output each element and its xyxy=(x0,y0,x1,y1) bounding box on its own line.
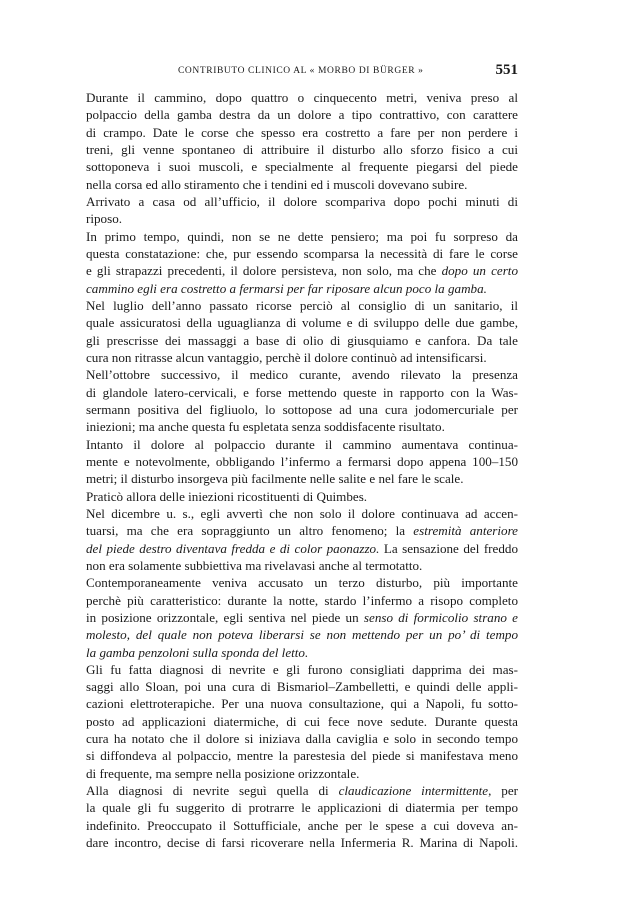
italic-run: claudicazione intermittente xyxy=(338,783,489,799)
text-run: gli prescrisse dei massaggi a base di olio di giusquiamo e canfora. Da tale xyxy=(86,332,518,348)
text-run: Alla diagnosi di nevrite seguì quella di xyxy=(86,783,339,799)
text-line xyxy=(86,314,518,331)
italic-run: estremità anteriore xyxy=(413,523,518,539)
text-run: questa constatazione: che, pur essendo scomparsa la necessità di fare le corse xyxy=(86,245,518,261)
page-header xyxy=(86,62,518,82)
text-run: metri; il disturbo insorgeva più facilmente nelle salite e nel fare le scale. xyxy=(86,471,464,487)
text-line xyxy=(86,747,518,764)
text-run: dare incontro, decise di farsi ricoverare nella Infermeria R. Marina di Napoli. xyxy=(86,835,518,851)
text-line xyxy=(86,418,518,435)
text-line xyxy=(86,522,518,539)
text-run: Praticò allora delle iniezioni ricostituenti di Quimbes. xyxy=(86,488,368,504)
text-line xyxy=(86,89,518,106)
text-run: di frequente, ma sempre nella posizione orizzontale. xyxy=(86,765,360,781)
text-run: Arrivato a casa od all’ufficio, il dolore scompariva dopo pochi minuti di xyxy=(86,193,518,209)
text-run: non era solamente subbiettiva ma rivelavasi anche al termotatto. xyxy=(86,557,423,573)
text-line xyxy=(86,124,518,141)
text-line xyxy=(86,505,518,522)
text-run: cura non ritrasse alcun vantaggio, perchè il dolore continuò ad intensificarsi. xyxy=(86,349,487,365)
text-line xyxy=(86,488,518,505)
text-line xyxy=(86,557,518,574)
text-run: posto ad applicazioni diatermiche, di cui fece nove sedute. Durante questa xyxy=(86,713,518,729)
text-run: tuarsi, ma che era sopraggiunto un altro fenomeno; la xyxy=(86,523,414,539)
text-line xyxy=(86,141,518,158)
text-run: e gli strapazzi precedenti, il dolore persisteva, non solo, ma che xyxy=(86,263,442,279)
text-run: Durante il cammino, dopo quattro o cinquecento metri, veniva preso al xyxy=(86,90,518,105)
text-run: Nel dicembre u. s., egli avvertì che non solo il dolore continuava ad accen- xyxy=(86,505,518,521)
text-line xyxy=(86,245,518,262)
text-run: sottoponeva i suoi muscoli, e specialmente al frequente piegarsi del piede xyxy=(86,159,518,175)
italic-run: senso di formicolio strano e xyxy=(363,609,518,625)
text-line xyxy=(86,644,518,661)
text-line xyxy=(86,366,518,383)
text-run: Nell’ottobre successivo, il medico curante, avendo rilevato la presenza xyxy=(86,367,518,383)
text-run: quale assicuratosi della uguaglianza di volume e di sviluppo delle due gambe, xyxy=(86,315,518,331)
text-line xyxy=(86,626,518,643)
text-run: In primo tempo, quindi, non se ne dette pensiero; ma poi fu sorpreso da xyxy=(86,228,518,244)
italic-run: dopo un certo xyxy=(441,263,518,279)
italic-run: cammino egli era costretto a fermarsi per far riposare alcun poco la gamba. xyxy=(86,280,487,296)
text-run: iniezioni; ma anche questa fu espletata senza soddisfacente risultato. xyxy=(86,419,445,435)
text-line xyxy=(86,574,518,591)
text-line xyxy=(86,799,518,816)
text-line xyxy=(86,349,518,366)
text-run: polpaccio della gamba destra da un dolore a tipo contrattivo, con carattere xyxy=(86,107,518,123)
text-line xyxy=(86,695,518,712)
text-line xyxy=(86,453,518,470)
text-line xyxy=(86,540,518,557)
running-title: CONTRIBUTO CLINICO AL « MORBO DI BÜRGER » xyxy=(178,66,424,76)
text-line xyxy=(86,262,518,279)
text-run: la quale gli fu suggerito di protrarre le applicazioni di diatermia per tempo xyxy=(86,800,518,816)
body-text xyxy=(86,89,518,851)
text-run: Contemporaneamente veniva accusato un terzo disturbo, più importante xyxy=(86,575,518,591)
text-run: si diffondeva al polpaccio, mentre la parestesia del piede si manifestava meno xyxy=(86,748,518,764)
text-run: perchè più caratteristico: durante la notte, stardo l’infermo a risopo completo xyxy=(86,592,518,608)
text-line xyxy=(86,609,518,626)
text-line xyxy=(86,834,518,851)
text-run: indefinito. Preoccupato il Sottufficiale, anche per le spese a cui doveva an- xyxy=(86,817,518,833)
text-line xyxy=(86,436,518,453)
text-line xyxy=(86,765,518,782)
text-line xyxy=(86,158,518,175)
text-run: , per xyxy=(488,783,518,799)
text-run: riposo. xyxy=(86,211,123,227)
text-line xyxy=(86,210,518,227)
text-line xyxy=(86,401,518,418)
text-line xyxy=(86,782,518,799)
text-line xyxy=(86,592,518,609)
italic-run: molesto, del quale non poteva liberarsi se non mettendo per un po’ di tempo xyxy=(86,627,518,643)
text-run: cazioni elettroterapiche. Per una nuova consultazione, qui a Napoli, fu sotto- xyxy=(86,696,518,712)
text-line xyxy=(86,228,518,245)
text-line xyxy=(86,332,518,349)
text-run: saggi allo Sloan, poi una cura di Bismariol–Zambelletti, e quindi delle appli- xyxy=(86,679,518,695)
text-run: mente e notevolmente, obbligando l’infermo a fermarsi dopo appena 100–150 xyxy=(86,453,518,469)
text-line xyxy=(86,713,518,730)
page-number: 551 xyxy=(495,62,518,78)
text-run: di glandole latero-cervicali, e forse mettendo queste in rapporto con la Was- xyxy=(86,384,518,400)
text-run: in posizione orizzontale, egli sentiva nel piede un xyxy=(86,609,364,625)
text-run: Nel luglio dell’anno passato ricorse perciò al consiglio di un sanitario, il xyxy=(86,297,518,313)
text-line xyxy=(86,661,518,678)
text-line xyxy=(86,817,518,834)
text-run: La sensazione del freddo xyxy=(379,540,518,556)
text-line xyxy=(86,297,518,314)
text-run: treni, gli venne spontaneo di attribuire il disturbo allo sforzo fisico a cui xyxy=(86,141,518,157)
text-line xyxy=(86,678,518,695)
text-run: Intanto il dolore al polpaccio durante il cammino aumentava continua- xyxy=(86,436,518,452)
text-line xyxy=(86,106,518,123)
italic-run: la gamba penzoloni sulla sponda del letto. xyxy=(86,644,309,660)
text-run: nella corsa ed allo stiramento che i tendini ed i muscoli dovevano subire. xyxy=(86,176,468,192)
text-line xyxy=(86,730,518,747)
italic-run: del piede destro diventava fredda e di color paonazzo. xyxy=(86,540,380,556)
text-line xyxy=(86,280,518,297)
text-line xyxy=(86,193,518,210)
text-run: sermann positiva del figliuolo, lo sottopose ad una cura jodomercuriale per xyxy=(86,401,518,417)
text-line xyxy=(86,176,518,193)
text-line xyxy=(86,384,518,401)
text-line xyxy=(86,470,518,487)
text-run: cura ha notato che il dolore si iniziava dalla caviglia e solo in secondo tempo xyxy=(86,731,518,747)
text-run: di crampo. Date le corse che spesso era costretto a fare per non perdere i xyxy=(86,124,518,140)
text-run: Gli fu fatta diagnosi di nevrite e gli furono consigliati dapprima dei mas- xyxy=(86,661,518,677)
